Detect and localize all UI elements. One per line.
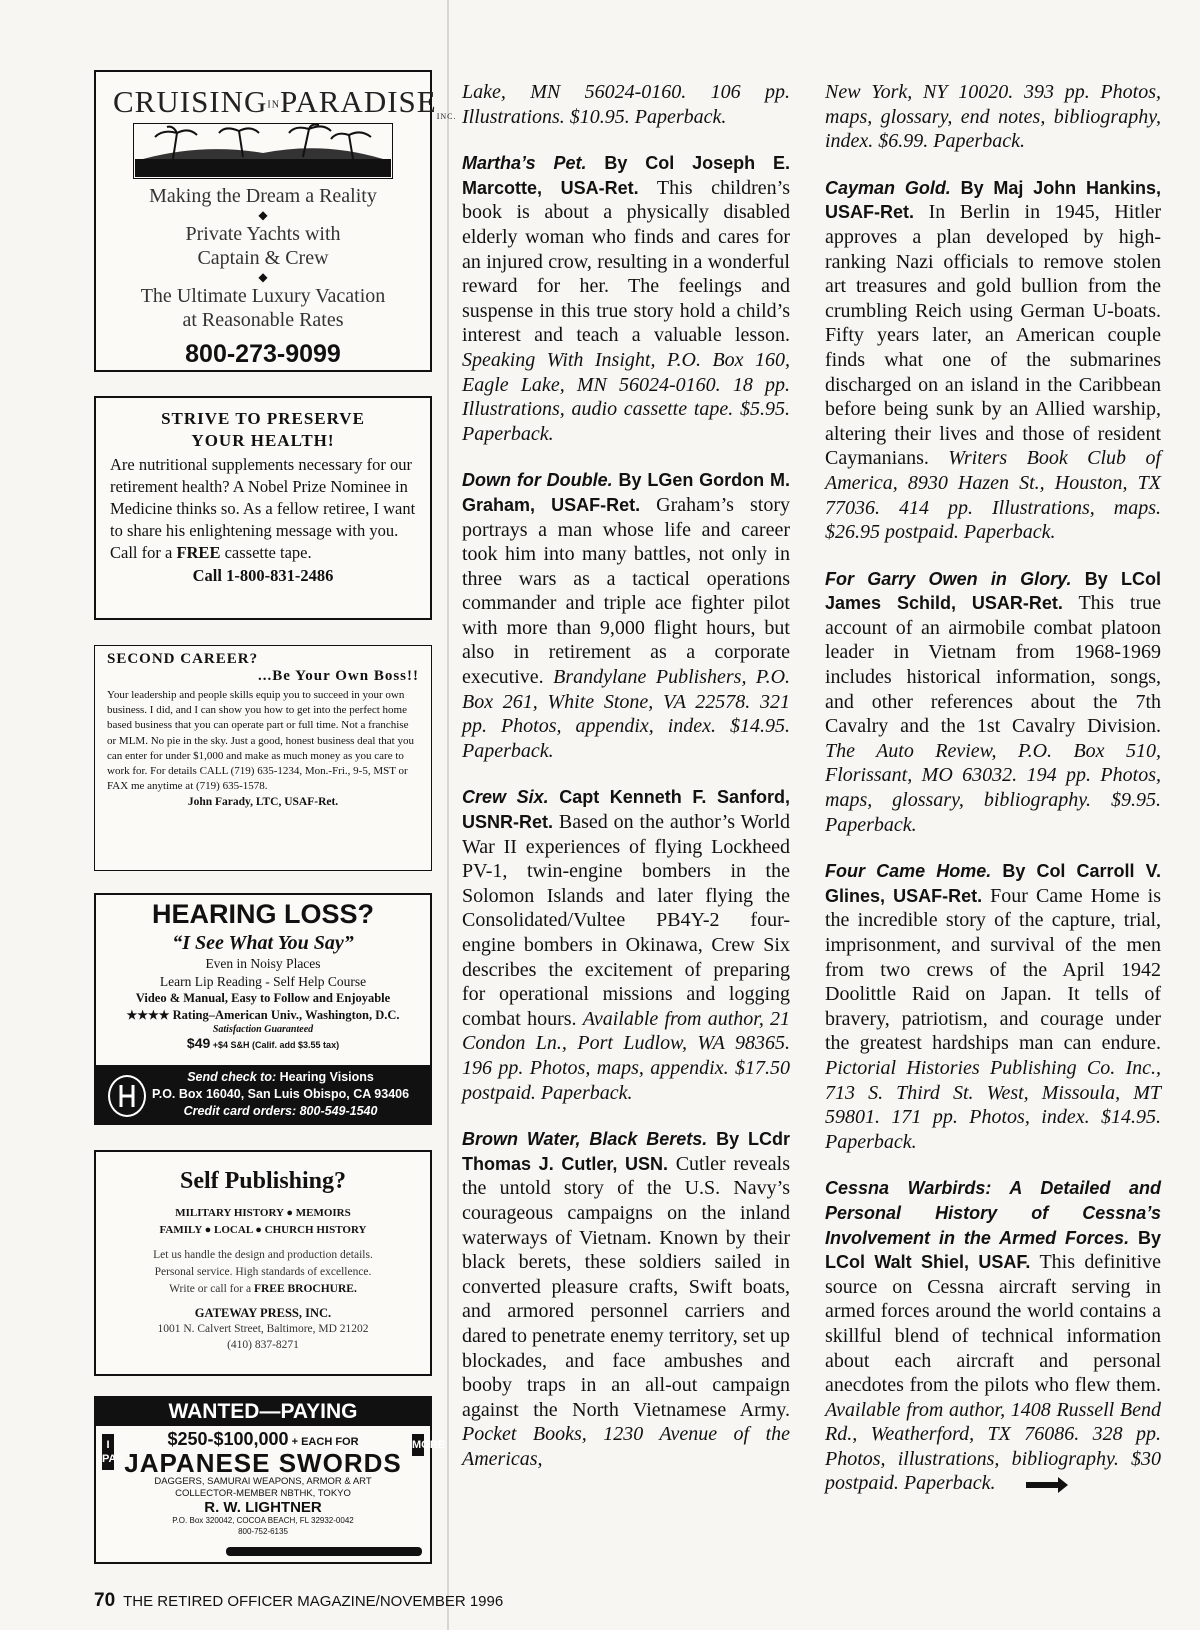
selfpub-body-1: Let us handle the design and production details. <box>153 1249 373 1261</box>
review-entry <box>825 1176 1161 1496</box>
cruising-phone: 800-273-9099 <box>185 340 341 368</box>
continued-arrow-icon <box>1026 1482 1060 1488</box>
review-publisher: New York, NY 10020. 393 pp. Photos, maps, glossary, end notes, bibliography, index. $6.99. Paperback. <box>825 81 1161 153</box>
hearing-order-box <box>96 1065 430 1123</box>
selfpub-body-3: Write or call for a <box>169 1283 254 1295</box>
review-publisher: Lake, MN 56024-0160. 106 pp. Illustrations. $10.95. Paperback. <box>462 81 790 128</box>
review-entry <box>825 859 1161 1154</box>
review-body: Graham’s story portrays a man whose life and career took him into many battles, not only in three wars as a tactical operations commander and triple ace fighter pilot with more than 9,000 flight hours, but also in retirement as a corporate executive. <box>462 493 790 689</box>
review-publisher: Speaking With Insight, P.O. Box 160, Eagle Lake, MN 56024-0160. 18 pp. Illustrations, audio cassette tape. $5.95. Paperback. <box>462 348 790 445</box>
review-author: By LCol Walt Shiel, USAF. <box>825 1227 1162 1273</box>
swords-name: R. W. LIGHTNER <box>204 1499 322 1516</box>
selfpub-company: GATEWAY PRESS, INC. <box>194 1306 332 1320</box>
page-number: 70 <box>94 1590 116 1611</box>
review-body: This true account of an airmobile combat platoon leader in Vietnam from 1968-1969 includes historical information, songs, and other references about the 7th Cavalry and the 1st Cavalry Division. <box>825 592 1161 738</box>
review-title: For Garry Owen in Glory. <box>825 568 1072 589</box>
health-body-end: cassette tape. <box>220 543 312 562</box>
review-author: By LCol James Schild, USAR-Ret. <box>825 568 1161 614</box>
review-entry <box>462 468 790 763</box>
hearing-title: HEARING LOSS? <box>151 899 374 929</box>
logo-word-2: PARADISE <box>279 84 437 119</box>
career-subtitle: ...Be Your Own Boss!! <box>257 668 419 684</box>
hearing-visions-logo-icon <box>108 1075 146 1117</box>
swords-header: WANTED—PAYING <box>96 1398 430 1426</box>
review-entry <box>462 151 790 446</box>
hearing-credit: Credit card orders: 800-549-1540 <box>183 1104 378 1118</box>
review-publisher: Pictorial Histories Publishing Co. Inc., 713 S. Third St. West, Missoula, MT 59801. 171 pp. Photos, index. $14.95. Paperback. <box>825 1056 1161 1153</box>
selfpub-brochure: FREE BROCHURE. <box>253 1283 357 1295</box>
health-body-text: Are nutritional supplements necessary for our retirement health? A Nobel Prize Nominee in Medicine thinks so. As a fellow retiree, I want to share his enlightening message with you. Call for a <box>110 455 416 562</box>
review-body: This children’s book is about a physically disabled elderly woman who finds and cares for an injured crow, resulting in a wonderful reward for her. The feelings and suspense in this true story hold a child’s interest and teach a valuable lesson. <box>462 176 790 347</box>
career-signature: John Farady, LTC, USAF-Ret. <box>187 796 339 809</box>
tagline-1: Making the Dream a Reality <box>149 185 377 207</box>
hearing-price-extra: +$4 S&H (Calif. add $3.55 tax) <box>210 1040 340 1050</box>
swords-price-suffix: + EACH FOR <box>288 1436 359 1448</box>
logo-inc: INC. <box>436 112 457 122</box>
review-entry <box>825 176 1161 545</box>
tagline-2b: Captain & Crew <box>197 247 329 269</box>
review-title: Down for Double. <box>462 470 613 491</box>
review-column-2 <box>462 80 790 1493</box>
logo-word-in: IN <box>267 99 280 111</box>
selfpub-phone: (410) 837-8271 <box>227 1339 299 1351</box>
health-title-1: STRIVE TO PRESERVE <box>161 409 365 428</box>
review-author: By LGen Gordon M. Graham, USAF-Ret. <box>462 470 790 515</box>
palm-island-icon <box>133 123 393 179</box>
ad-cruising-in-paradise <box>94 70 457 372</box>
review-body: This definitive source on Cessna aircraft serving in armed forces around the world contains a skillful blend of technical information about each aircraft and personal anecdotes from the pilots who flew them. <box>825 1251 1161 1397</box>
review-author: Capt Kenneth F. Sanford, USNR-Ret. <box>462 787 790 833</box>
star-rating-icon: ★★★★ <box>126 1008 170 1022</box>
ad-self-publishing <box>94 1150 432 1376</box>
review-publisher: Writers Book Club of America, 8930 Hazen St., Houston, TX 77036. 414 pp. Illustrations, maps. $26.95 postpaid. Paperback. <box>825 447 1161 544</box>
swords-japanese: JAPANESE SWORDS <box>124 1448 402 1478</box>
review-column-3 <box>825 80 1161 1518</box>
hearing-line-2: Learn Lip Reading - Self Help Course <box>159 974 367 989</box>
review-entry <box>825 80 1161 154</box>
selfpub-body-2: Personal service. High standards of excellence. <box>154 1266 372 1278</box>
review-body: Based on the author’s World War II experiences of flying Lockheed PV-1, twin-engine bombers in the Solomon Islands and later flying the Consolidated/Vultee PB4Y-2 four-engine bombers in Okinawa, Crew Six describes the excitement of preparing for operational missions and logging combat hours. <box>462 811 790 1030</box>
career-body: Your leadership and people skills equip you to succeed in your own business. I did, and I can show you how to get into the perfect home based business that you can operate part or full time. Not a franchise or MLM. No pie in the sky. Just a good, honest business deal that you can enter for under $1,000 and make as much money as you care to work for. For details CALL (719) 635-1234, Mon.-Fri., 9-5, MST or FAX me anytime at (719) 635-1578. <box>107 689 414 793</box>
review-publisher: Pocket Books, 1230 Avenue of the Americas, <box>462 1423 790 1470</box>
review-author: By Col Carroll V. Glines, USAF-Ret. <box>825 861 1161 906</box>
tagline-3a: The Ultimate Luxury Vacation <box>140 285 386 307</box>
diamond-icon: ◆ <box>258 270 268 284</box>
selfpub-categories-2: FAMILY ● LOCAL ● CHURCH HISTORY <box>159 1224 367 1236</box>
review-body: Four Came Home is the incredible story of the capture, trial, imprisonment, and survival of the men from two crews of the April 1942 Doolittle Raid on Japan. It tells of bravery, patriotism, and courage under the greatest hardships man can endure. <box>825 884 1161 1055</box>
health-free-text: FREE <box>176 543 221 562</box>
review-author: By LCdr Thomas J. Cutler, USN. <box>462 1129 790 1174</box>
send-label: Send check to: <box>187 1070 280 1084</box>
page-footer <box>94 1590 503 1612</box>
health-call: Call 1-800-831-2486 <box>192 566 334 585</box>
health-title-2: YOUR HEALTH! <box>191 431 335 450</box>
sword-icon <box>226 1547 422 1556</box>
review-title: Crew Six. <box>462 787 549 808</box>
send-name: Hearing Visions <box>279 1070 374 1084</box>
hearing-line-1: Even in Noisy Places <box>205 956 321 971</box>
swords-side-left: I PAY <box>102 1434 114 1470</box>
swords-box: P.O. Box 320042, COCOA BEACH, FL 32932-0042 <box>172 1516 354 1525</box>
swords-phone: 800-752-6135 <box>238 1527 288 1536</box>
swords-price: $250-$100,000 <box>167 1429 289 1449</box>
swords-side-right: MORE <box>412 1434 424 1456</box>
hearing-satisfaction: Satisfaction Guaranteed <box>212 1024 314 1035</box>
health-body <box>110 454 416 564</box>
diamond-icon: ◆ <box>258 208 268 222</box>
hearing-line-3: Video & Manual, Easy to Follow and Enjoyable <box>135 991 391 1005</box>
ad-second-career <box>94 645 432 871</box>
review-entry <box>462 80 790 129</box>
ad-hearing-loss <box>94 893 432 1125</box>
selfpub-address: 1001 N. Calvert Street, Baltimore, MD 21202 <box>157 1323 369 1335</box>
review-title: Cessna Warbirds: A Detailed and Personal History of Cessna’s Involvement in the Armed Forces. <box>825 1178 1161 1248</box>
review-body: In Berlin in 1945, Hitler approves a plan developed by high-ranking Nazi officials to remove stolen art treasures and gold bullion from the crumbling Reich using German U-boats. Fifty years later, an American couple finds what one of the submarines discharged on an island in the Caribbean before being sunk by an Allied warship, altering their lives and those of resident Caymanians. <box>825 201 1161 470</box>
cruising-logo <box>113 84 457 184</box>
hearing-subtitle: “I See What You Say” <box>172 932 354 954</box>
swords-line-2: COLLECTOR-MEMBER NBTHK, TOKYO <box>175 1488 351 1499</box>
review-publisher: Available from author, 1408 Russell Bend Rd., Weatherford, TX 76086. 328 pp. Photos, illustrations, bibliography. $30 postpaid. Paperback. <box>825 1398 1161 1495</box>
page-gutter <box>447 0 449 1630</box>
review-entry <box>462 785 790 1105</box>
hearing-rating: Rating–American Univ., Washington, D.C. <box>169 1008 400 1022</box>
hearing-price: $49 <box>186 1035 211 1051</box>
review-title: Four Came Home. <box>825 861 992 882</box>
ad-preserve-health <box>94 396 432 620</box>
review-author: By Col Joseph E. Marcotte, USA-Ret. <box>462 153 790 198</box>
review-publisher: Available from author, 21 Condon Ln., Port Ludlow, WA 98365. 196 pp. Photos, maps, appendix. $17.50 postpaid. Paperback. <box>462 1007 791 1104</box>
review-title: Martha’s Pet. <box>462 153 587 174</box>
review-publisher: The Auto Review, P.O. Box 510, Florissant, MO 63032. 194 pp. Photos, maps, glossary, bibliography. $9.95. Paperback. <box>825 739 1161 836</box>
ad-japanese-swords <box>94 1396 445 1564</box>
selfpub-title: Self Publishing? <box>179 1168 347 1194</box>
review-entry <box>462 1127 790 1471</box>
review-body: Cutler reveals the untold story of the U.S. Navy’s courageous campaigns on the inland waterways of Vietnam. Known by their black berets, these soldiers sailed in converted pleasure crafts, Swift boats, and armored personnel carriers and dared to penetrate enemy territory, set up blockades, and face ambushes and booby traps in an all-out campaign against the North Vietnamese Army. <box>462 1152 791 1421</box>
career-title: SECOND CAREER? <box>107 651 259 667</box>
hearing-address: P.O. Box 16040, San Luis Obispo, CA 93406 <box>152 1087 410 1101</box>
review-author: By Maj John Hankins, USAF-Ret. <box>825 177 1161 223</box>
tagline-3b: at Reasonable Rates <box>182 309 344 331</box>
tagline-2a: Private Yachts with <box>185 223 341 245</box>
selfpub-categories-1: MILITARY HISTORY ● MEMOIRS <box>175 1207 351 1219</box>
logo-word-1: CRUISING <box>113 84 268 119</box>
review-title: Brown Water, Black Berets. <box>462 1129 708 1150</box>
magazine-title: THE RETIRED OFFICER MAGAZINE/NOVEMBER 1996 <box>123 1593 504 1610</box>
review-entry <box>825 567 1161 838</box>
review-title: Cayman Gold. <box>825 177 951 198</box>
swords-line-1: DAGGERS, SAMURAI WEAPONS, ARMOR & ART <box>154 1476 372 1487</box>
review-publisher: Brandylane Publishers, P.O. Box 261, White Stone, VA 22578. 321 pp. Photos, appendix, index. $14.95. Paperback. <box>462 666 791 762</box>
